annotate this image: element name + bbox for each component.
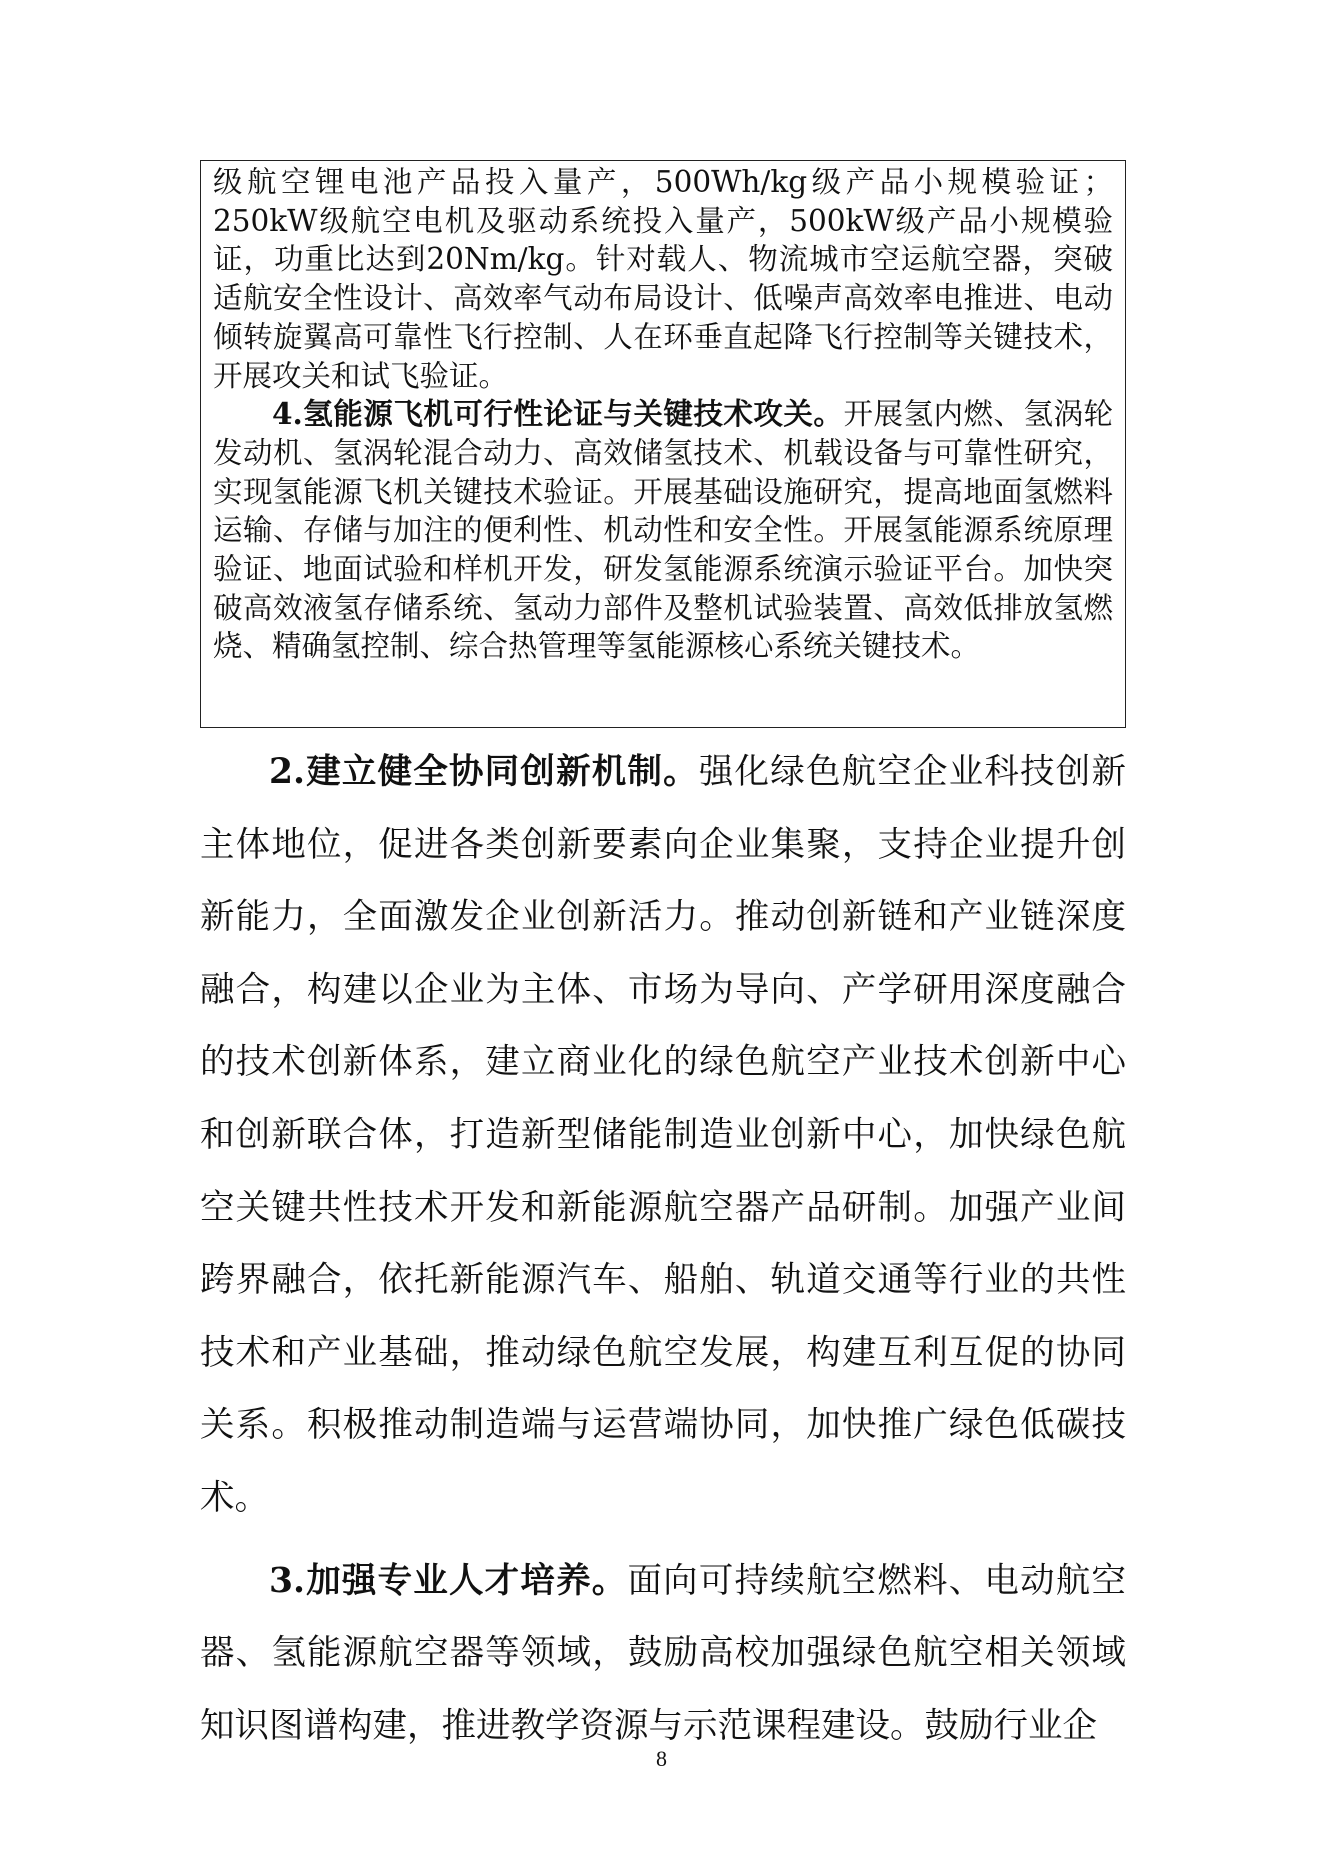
box-paragraph-1: 级航空锂电池产品投入量产，500Wh/kg级产品小规模验证；250kW级航空电机及驱动系统投入量产，500kW级产品小规模验证，功重比达到20Nm/kg。针对载人、物流城市空运航空器，突破适航安全性设计、高效率气动布局设计、低噪声高效率电推进、电动倾转旋翼高可靠性飞行控制、人在环垂直起降飞行控制等关键技术，开展攻关和试飞验证。: [213, 165, 1113, 393]
section-2-paragraph: [200, 736, 1126, 1535]
section-3-heading: 3.加强专业人才培养。: [269, 1560, 628, 1601]
box-paragraph-2: [213, 395, 1113, 666]
box-paragraph-2-body: 开展氢内燃、氢涡轮发动机、氢涡轮混合动力、高效储氢技术、机载设备与可靠性研究，实现氢能源飞机关键技术验证。开展基础设施研究，提高地面氢燃料运输、存储与加注的便利性、机动性和安全性。开展氢能源系统原理验证、地面试验和样机开发，研发氢能源系统演示验证平台。加快突破高效液氢存储系统、氢动力部件及整机试验装置、高效低排放氢燃烧、精确氢控制、综合热管理等氢能源核心系统关键技术。: [213, 397, 1113, 664]
main-text: [200, 736, 1126, 1762]
section-3-body: 面向可持续航空燃料、电动航空器、氢能源航空器等领域，鼓励高校加强绿色航空相关领域知识图谱构建，推进教学资源与示范课程建设。鼓励行业企: [200, 1560, 1127, 1746]
page-number: 8: [656, 1746, 667, 1771]
section-3-paragraph: [200, 1545, 1126, 1763]
section-2-body: 强化绿色航空企业科技创新主体地位，促进各类创新要素向企业集聚，支持企业提升创新能力，全面激发企业创新活力。推动创新链和产业链深度融合，构建以企业为主体、市场为导向、产学研用深度融合的技术创新体系，建立商业化的绿色航空产业技术创新中心和创新联合体，打造新型储能制造业创新中心，加快绿色航空关键共性技术开发和新能源航空器产品研制。加强产业间跨界融合，依托新能源汽车、船舶、轨道交通等行业的共性技术和产业基础，推动绿色航空发展，构建互利互促的协同关系。积极推动制造端与运营端协同，加快推广绿色低碳技术。: [200, 752, 1127, 1518]
section-2-heading: 2.建立健全协同创新机制。: [269, 752, 699, 792]
box-paragraph-2-heading: 4.氢能源飞机可行性论证与关键技术攻关。: [272, 396, 844, 432]
boxed-text-section: [200, 160, 1126, 728]
